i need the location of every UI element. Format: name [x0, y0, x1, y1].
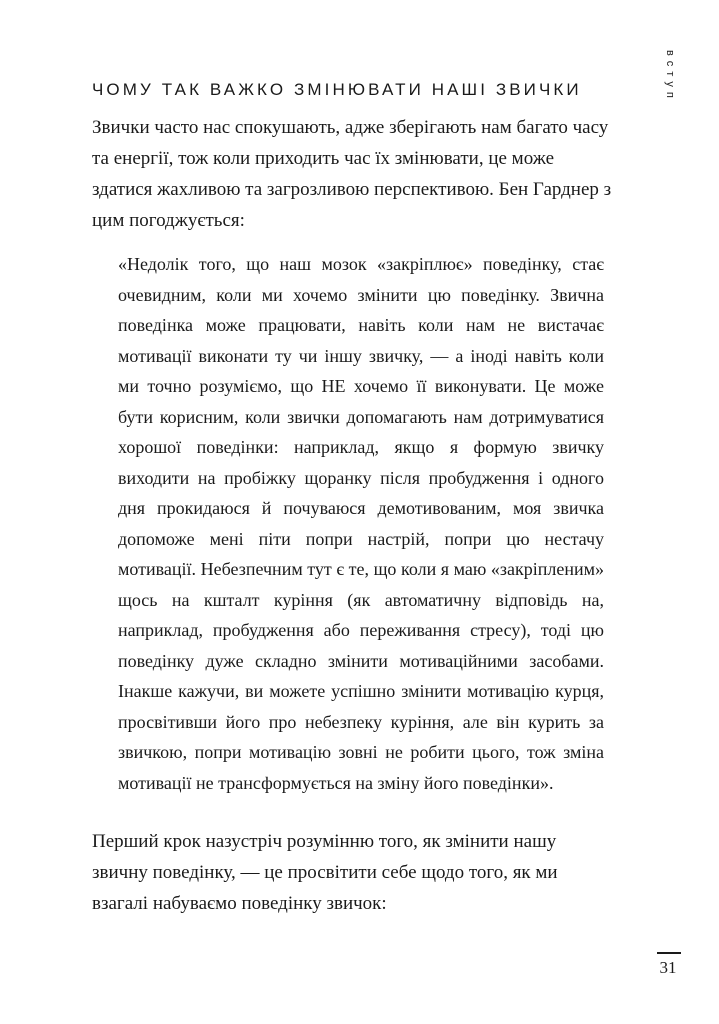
closing-paragraph: Перший крок назустріч розумінню того, як змінити нашу звичну поведінку, — це просвітити себе щодо того, як ми взагалі набуваємо поведінку звичок:: [92, 831, 558, 914]
section-label: вступ: [664, 50, 676, 103]
block-quote: «Недолік того, що наш мозок «закріплює» поведінку, стає очевидним, коли ми хочемо змінити цю поведінку. Звична поведінка може працювати, навіть коли нам не вистачає мотивації виконати ту чи іншу звичку, — а іноді навіть коли ми точно розуміємо, що НЕ хочемо її виконувати. Це може бути корисним, коли звички допомагають нам дотримуватися хорошої поведінки: наприклад, якщо я формую звичку виходити на пробіжку щоранку після пробудження і одного дня прокидаюся й почуваюся демотивованим, моя звичка допоможе мені піти попри настрій, попри цю нестачу мотивації. Небезпечним тут є те, що коли я маю «закріпленим» щось на кшталт куріння (як автоматичну відповідь на, наприклад, пробудження або переживання стресу), тоді цю поведінку дуже складно змінити мотиваційними засобами. Інакше кажучи, ви можете успішно змінити мотивацію курця, просвітивши його про небезпеку куріння, але він курить за звичкою, попри мотивацію зовні не робити цього, тож зміна мотивації не трансформується на зміну його поведінки».: [118, 254, 604, 793]
page-number-rule: [657, 952, 681, 954]
intro-paragraph: Звички часто нас спокушають, адже зберігають нам багато часу та енергії, тож коли приходить час їх змінювати, це може здатися жахливою та загрозливою перспективою. Бен Гарднер з цим погоджується:: [92, 117, 612, 231]
page-number: 31: [659, 958, 677, 977]
section-heading: ЧОМУ ТАК ВАЖКО ЗМІНЮВАТИ НАШІ ЗВИЧКИ: [92, 80, 582, 99]
